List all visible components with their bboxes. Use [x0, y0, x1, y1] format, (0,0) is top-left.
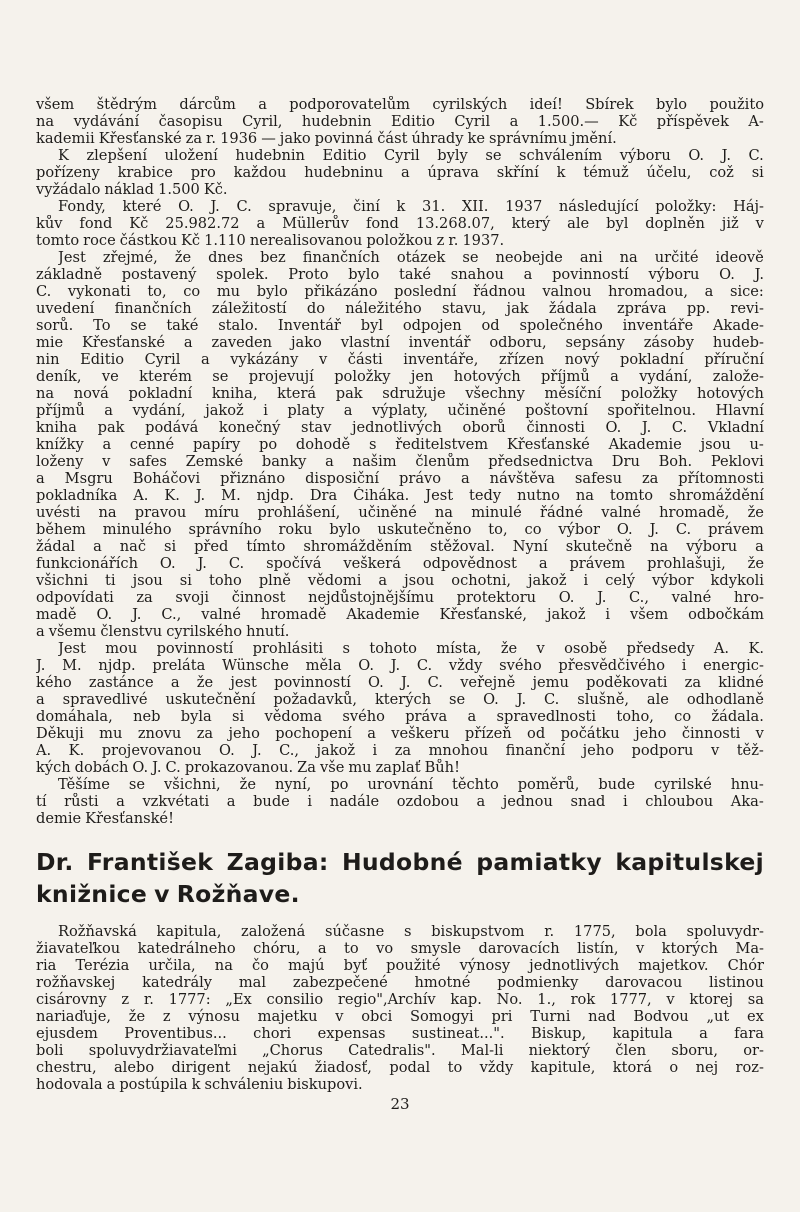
text-line: kniha pak podává konečný stav jednotlivých oborů činnosti O. J. C. Vkladní	[36, 419, 764, 436]
text-line: odpovídati za svoji činnost nejdůstojnějšímu protektoru O. J. C., valné hro-	[36, 589, 764, 606]
text-line: na vydávání časopisu Cyril, hudebnin Editio Cyril a 1.500.— Kč příspěvek A-	[36, 113, 764, 130]
text-line: chestru, alebo dirigent nejakú žiadosť, podal to vždy kapitule, ktorá o nej roz-	[36, 1059, 764, 1076]
text-line: Děkuji mu znovu za jeho pochopení a veškeru přízeň od počátku jeho činnosti v	[36, 725, 764, 742]
text-line: funkcionářích O. J. C. spočívá veškerá odpovědnost a právem prohlašuji, že	[36, 555, 764, 572]
text-line: příjmů a vydání, jakož i platy a výplaty, učiněné poštovní spořitelnou. Hlavní	[36, 402, 764, 419]
text-line: během minulého správního roku bylo uskutečněno to, co výbor O. J. C. právem	[36, 521, 764, 538]
text-line: pokladníka A. K. J. M. njdp. Dra Čiháka. Jest tedy nutno na tomto shromáždění	[36, 487, 764, 504]
text-line: rožňavskej katedrály mal zabezpečené hmotné podmienky darovacou listinou	[36, 974, 764, 991]
text-line: všem štědrým dárcům a podporovatelům cyrilských ideí! Sbírek bylo použito	[36, 96, 764, 113]
text-line: boli spoluvydržiavateľmi „Chorus Catedralis". Mal-li niektorý člen sboru, or-	[36, 1042, 764, 1059]
text-line: Těšíme se všichni, že nyní, po urovnání těchto poměrů, bude cyrilské hnu-	[58, 776, 764, 793]
text-line: cisárovny z r. 1777: „Ex consilio regio",Archív kap. No. 1., rok 1777, v ktorej sa	[36, 991, 764, 1008]
text-line: uvésti na pravou míru prohlášení, učiněné na minulé řádné valné hromadě, že	[36, 504, 764, 521]
text-line: žádal a nač si před tímto shromážděním stěžoval. Nyní skutečně na výboru a	[36, 538, 764, 555]
text-line: vyžádalo náklad 1.500 Kč.	[36, 181, 228, 198]
text-line: nariaďuje, že z výnosu majetku v obci Somogyi pri Turni nad Bodvou „ut ex	[36, 1008, 764, 1025]
article-heading-line: Dr. František Zagiba: Hudobné pamiatky kapitulskej	[36, 848, 764, 876]
text-line: A. K. projevovanou O. J. C., jakož i za mnohou finanční jeho podporu v těž-	[36, 742, 764, 759]
text-line: mie Křesťanské a zaveden jako vlastní inventář odboru, sepsány zásoby hudeb-	[36, 334, 764, 351]
text-line: kův fond Kč 25.982.72 a Müllerův fond 13.268.07, který ale byl doplněn již v	[36, 215, 764, 232]
text-line: madě O. J. C., valné hromadě Akademie Křesťanské, jakož i všem odbočkám	[36, 606, 764, 623]
text-line: všichni ti jsou si toho plně vědomi a jsou ochotni, jakož i celý výbor kdykoli	[36, 572, 764, 589]
text-line: kého zastánce a že jest povinností O. J. C. veřejně jemu poděkovati za klidné	[36, 674, 764, 691]
text-line: knížky a cenné papíry po dohodě s ředitelstvem Křesťanské Akademie jsou u-	[36, 436, 764, 453]
text-line: deník, ve kterém se projevují položky jen hotových příjmů a vydání, založe-	[36, 368, 764, 385]
text-line: kademii Křesťanské za r. 1936 — jako povinná část úhrady ke správnímu jmění.	[36, 130, 617, 147]
text-line: domáhala, neb byla si vědoma svého práva a spravedlnosti toho, co žádala.	[36, 708, 764, 725]
text-line: nin Editio Cyril a vykázány v části inventáře, zřízen nový pokladní příruční	[36, 351, 764, 368]
text-line: sorů. To se také stalo. Inventář byl odpojen od společného inventáře Akade-	[36, 317, 764, 334]
text-line: Rožňavská kapitula, založená súčasne s biskupstvom r. 1775, bola spoluvydr-	[58, 923, 764, 940]
text-line: uvedení finančních záležitostí do náležitého stavu, jak žádala zpráva pp. revi-	[36, 300, 764, 317]
text-line: ejusdem Proventibus... chori expensas sustineat...". Biskup, kapitula a fara	[36, 1025, 764, 1042]
text-line: demie Křesťanské!	[36, 810, 174, 827]
text-line: J. M. njdp. preláta Wünsche měla O. J. C. vždy svého přesvědčivého i energic-	[36, 657, 764, 674]
text-line: Jest zřejmé, že dnes bez finančních otázek se neobejde ani na určité ideově	[58, 249, 764, 266]
text-line: základně postavený spolek. Proto bylo také snahou a povinností výboru O. J.	[36, 266, 764, 283]
text-line: tí růsti a vzkvétati a bude i nadále ozdobou a jednou snad i chloubou Aka-	[36, 793, 764, 810]
text-line: Fondy, které O. J. C. spravuje, činí k 31. XII. 1937 následující položky: Háj-	[58, 198, 764, 215]
text-line: Jest mou povinností prohlásiti s tohoto místa, že v osobě předsedy A. K.	[58, 640, 764, 657]
text-line: a Msgru Boháčovi přiznáno disposiční právo a návštěva safesu za přítomnosti	[36, 470, 764, 487]
text-line: C. vykonati to, co mu bylo přikázáno poslední řádnou valnou hromadou, a sice:	[36, 283, 764, 300]
text-line: tomto roce částkou Kč 1.110 nerealisovanou položkou z r. 1937.	[36, 232, 505, 249]
text-line: hodovala a postúpila k schváleniu biskupovi.	[36, 1076, 363, 1093]
page-number: 23	[390, 1095, 410, 1113]
text-line: a spravedlivé uskutečnění požadavků, kterých se O. J. C. slušně, ale odhodlaně	[36, 691, 764, 708]
text-line: na nová pokladní kniha, která pak sdružuje všechny měsíční položky hotových	[36, 385, 764, 402]
text-line: žiavateľkou katedrálneho chóru, a to vo smysle darovacích listín, v ktorých Ma-	[36, 940, 764, 957]
text-line: K zlepšení uložení hudebnin Editio Cyril byly se schválením výboru O. J. C.	[58, 147, 764, 164]
text-line: a všemu členstvu cyrilského hnutí.	[36, 623, 290, 640]
article-heading-line: knižnice v Rožňave.	[36, 880, 300, 908]
text-line: loženy v safes Zemské banky a našim členům předsednictva Dru Boh. Peklovi	[36, 453, 764, 470]
text-line: kých dobách O. J. C. prokazovanou. Za vše mu zaplať Bůh!	[36, 759, 460, 776]
text-line: pořízeny krabice pro každou hudebninu a úprava skříní k témuž účelu, což si	[36, 164, 764, 181]
text-line: ria Terézia určila, na čo majú byť použité výnosy jednotlivých majetkov. Chór	[36, 957, 764, 974]
